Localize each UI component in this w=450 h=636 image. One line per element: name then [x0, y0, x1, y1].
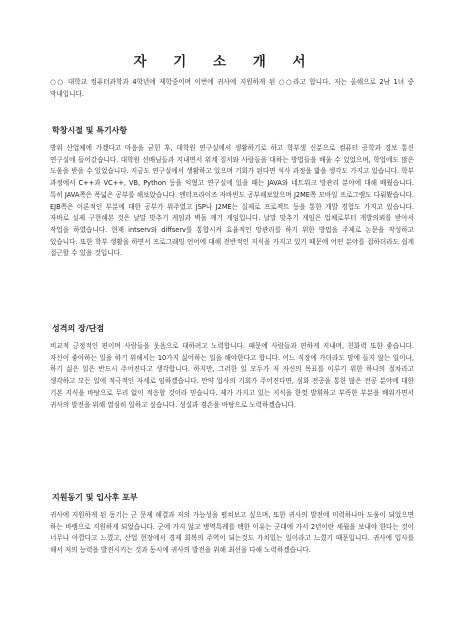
section-motivation: [50, 492, 414, 557]
section-body: 귀사에 지원하게 된 동기는 군 문제 해결과 저의 가능성을 펼쳐보고 싶으며, 또한 귀사의 발전에 미력하나마 도움이 되었으면 하는 바램으로 지원하게 되었습니다. 군에 가지 않고 병역특례를 택한 이유는 군대에 가서 2년이란 세월을 보내야 한다는 것이 너무나 아깝다고 느꼈고, 산업 현장에서 경제 회복의 주역이 되는것도 가치있는 일이라고 느꼈기 때문입니다. 귀사에 입사를 해서 저의 능력을 발전시키는 것과 동시에 귀사의 발전을 위해 최선을 다해 노력하겠습니다.: [50, 511, 414, 555]
document-title: 자 기 소 개 서: [133, 54, 317, 70]
section-heading: 지원동기 및 입사후 포부: [52, 493, 138, 502]
section-body: 비교적 긍정적인 편이며 사람들을 웃음으로 대하려고 노력합니다. 때문에 사람들과 편하게 지내며, 친화력 또한 좋습니다. 자신이 좋아하는 일을 하기 위해서는 10가지 싫어하는 일을 해야한다고 합니다. 어느 직장에 가더라도 맘에 들지 않는 일이나, 하기 싫은 일은 반드시 주어진다고 생각합니다. 하지만, 그러한 일 모두가 저 자신의 목표를 이루기 위한 하나의 절차라고 생각하고 모든 일에 적극적인 자세로 임하겠습니다. 만약 입사의 기회가 주어진다면, 심화 전공을 통한 많은 전공 분야에 대한 기본 지식을 바탕으로 무리 없이 적응할 것이라 믿습니다. 제가 가지고 있는 지식을 한껏 발휘하고 부족한 부분을 배워가면서 귀사의 발전을 위해 열심히 일하고 싶습니다. 성실과 겸손을 바탕으로 노력하겠습니다.: [50, 342, 414, 409]
intro-paragraph: ○○ 대학교 컴퓨터과학과 4학년에 재학중이며 이번에 귀사에 지원하게 된 ○○라고 합니다. 저는 올해으로 2남 1녀 중 막내입니다.: [50, 78, 414, 98]
section-personality: [50, 323, 414, 411]
section-school-life: [50, 125, 414, 260]
section-heading: 학창시절 및 특기사항: [52, 126, 128, 135]
section-body: 방위 산업체에 가겠다고 마음을 굳힌 후, 대학원 연구실에서 생활하기로 하고 학부생 신분으로 컴퓨터 공학과 경보 통신 연구실에 들어갔습니다. 대학원 선배님들과 지내면서 위계 질서와 사람들을 대하는 방법들을 배울 수 있었으며, 학업에도 많은 도움을 받을 수 있었습니다. 지금도 연구실에서 생활하고 있으며 기회가 된다면 석사 과정을 밟을 생각도 가지고 있습니다. 학부 과정에서 C++과 VC++, VB, Python 등을 익혔고 연구실에 있을 때는 JAVA와 네트워크 망관리 분야에 대해 배웠습니다. 특히 JAVA쪽은 폭넓은 공부를 해보았습니다. 엔터프라이즈 자바빈도 공부해보았으며 J2ME쪽 모바일 프로그램도 다뤄봤습니다. EJB쪽은 이론적인 부분에 대한 공부가 위주였고 JSP나 J2ME는 실제로 프로젝트 등을 통한 개발 경험도 가지고 있습니다. 자바로 실제 구현해본 것은 날말 맞추기 게임과 벽돌 깨기 게임입니다. 날말 맞추기 게임은 업체로부터 개발의뢰를 받아서 작업을 하였습니다. 현재 intserv와 diffserv를 통합시켜 효율적인 망관리를 하기 위한 방법을 주제로 논문을 작성하고 있습니다. 또한 학부 생활을 하면서 프로그래밍 언어에 대해 전반적인 지식을 가지고 있기 때문에 어떤 분야를 접하더라도 쉽게 접근할 수 있을 것입니다.: [50, 144, 414, 258]
section-heading: 성격의 장/단점: [52, 324, 105, 333]
